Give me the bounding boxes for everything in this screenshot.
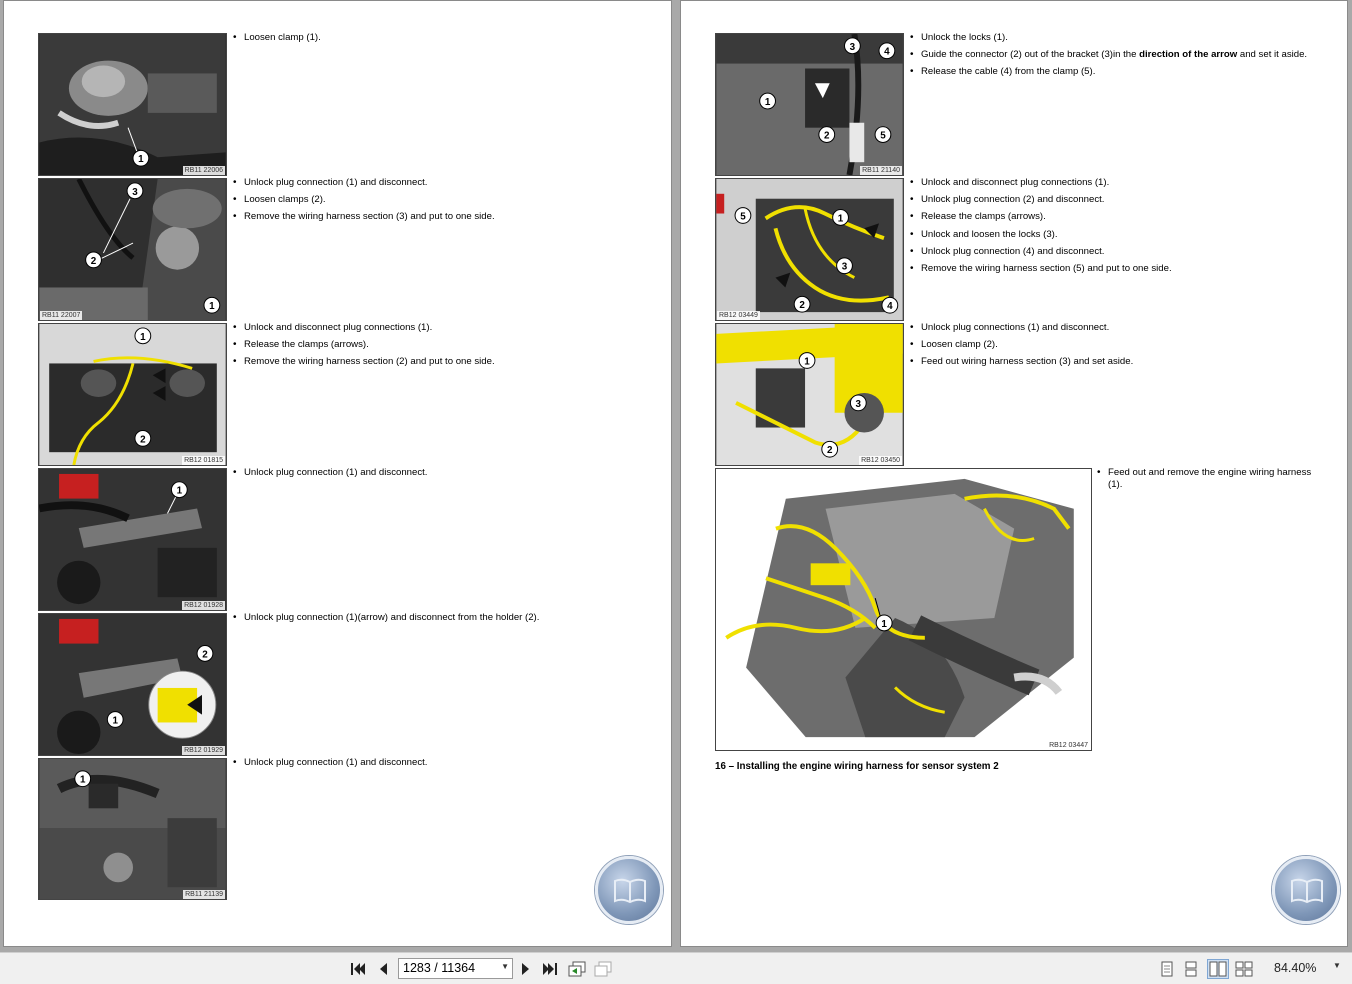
- instruction-item: • Loosen clamps (2).: [233, 194, 653, 206]
- callout-3: 3: [849, 41, 856, 53]
- engine-photo-graphic: [716, 34, 903, 175]
- instruction-item: • Unlock plug connection (2) and disconnect.: [910, 194, 1330, 206]
- single-page-icon: [1161, 961, 1173, 977]
- engine-photo-graphic: [716, 324, 903, 465]
- page-number-field[interactable]: [398, 958, 513, 979]
- callout-3: 3: [132, 186, 138, 198]
- callout-2: 2: [824, 130, 830, 142]
- instruction-item: • Loosen clamp (1).: [233, 32, 653, 44]
- engine-photo-graphic: [39, 324, 226, 465]
- instruction-text-tail: and set it aside.: [1237, 49, 1308, 61]
- callout-5: 5: [740, 211, 746, 223]
- instruction-item: • Unlock plug connection (1) and disconnect.: [233, 757, 653, 769]
- callout-5: 5: [880, 130, 886, 142]
- instruction-item: • Unlock and disconnect plug connections (1).: [233, 322, 653, 334]
- instruction-item: [910, 49, 1330, 61]
- instruction-emphasis: direction of the arrow: [1139, 49, 1238, 61]
- engine-photo-graphic: [39, 469, 226, 610]
- callout-2: 2: [826, 445, 833, 457]
- callout-2: 2: [90, 255, 97, 267]
- photo-reference-id: RB12 03447: [1049, 742, 1088, 749]
- page-indicator: 1283 / 11364: [403, 961, 476, 975]
- callout-2: 2: [202, 649, 208, 661]
- step-instructions: [233, 757, 653, 774]
- instruction-item: • Remove the wiring harness section (2) and put to one side.: [233, 356, 653, 368]
- first-page-icon: [350, 962, 366, 976]
- photo-reference-id: RB12 01815: [184, 457, 223, 464]
- previous-page-button[interactable]: [373, 959, 393, 979]
- first-page-button[interactable]: [348, 959, 368, 979]
- callout-3: 3: [855, 398, 862, 410]
- document-navigator-button[interactable]: [595, 856, 663, 924]
- step-photo: [38, 323, 227, 466]
- engine-wiring-illustration: [716, 469, 1091, 750]
- callout-1: 1: [881, 618, 887, 630]
- continuous-facing-icon: [1235, 961, 1253, 977]
- instruction-item: • Loosen clamp (2).: [910, 339, 1330, 351]
- step-photo: [38, 468, 227, 611]
- document-navigator-button[interactable]: [1272, 856, 1340, 924]
- step-instructions: [910, 32, 1330, 84]
- step-photo: [715, 323, 904, 466]
- section-title: 16 – Installing the engine wiring harness for sensor system 2: [715, 761, 999, 772]
- instruction-item: • Unlock plug connections (1) and disconnect.: [910, 322, 1330, 334]
- step-photo: [38, 613, 227, 756]
- callout-2: 2: [140, 434, 146, 446]
- photo-reference-id: RB12 01928: [184, 602, 223, 609]
- instruction-item: • Unlock plug connection (4) and disconnect.: [910, 246, 1330, 258]
- callout-1: 1: [804, 356, 810, 368]
- callout-1: 1: [837, 213, 844, 225]
- step-instructions: [233, 467, 653, 484]
- next-page-icon: [520, 962, 532, 976]
- instruction-text: Guide the connector (2) out of the bracket (3)in the: [921, 49, 1140, 61]
- step-photo: [715, 33, 904, 176]
- facing-icon: [1209, 961, 1227, 977]
- callout-1: 1: [764, 96, 771, 108]
- step-photo: [38, 33, 227, 176]
- instruction-item: • Unlock plug connection (1) and disconnect.: [233, 467, 653, 479]
- photo-reference-id: RB12 01929: [184, 747, 223, 754]
- last-page-button[interactable]: [540, 959, 560, 979]
- instruction-item: • Unlock plug connection (1)(arrow) and disconnect from the holder (2).: [233, 612, 653, 624]
- step-instructions: [1097, 467, 1312, 496]
- callout-3: 3: [841, 261, 848, 273]
- callout-4: 4: [887, 301, 893, 313]
- engine-photo-graphic: [39, 759, 226, 899]
- step-instructions: [233, 612, 653, 629]
- photo-reference-id: RB11 21140: [862, 167, 900, 174]
- chevron-down-icon[interactable]: ▼: [501, 962, 509, 971]
- instruction-item: • Release the clamps (arrows).: [910, 211, 1330, 223]
- callout-1: 1: [138, 154, 144, 166]
- continuous-facing-view-button[interactable]: [1234, 959, 1254, 979]
- callout-1: 1: [209, 301, 215, 313]
- instruction-item: • Feed out and remove the engine wiring harness (1).: [1097, 467, 1312, 491]
- step-instructions: [910, 177, 1330, 280]
- step-instructions: [233, 177, 653, 229]
- left-document-page: [3, 0, 672, 947]
- next-page-button[interactable]: [516, 959, 536, 979]
- callout-1: 1: [79, 774, 86, 786]
- previous-view-button[interactable]: [567, 959, 587, 979]
- next-view-icon: [594, 961, 612, 977]
- last-page-icon: [542, 962, 558, 976]
- viewer-toolbar: [0, 952, 1352, 984]
- photo-reference-id: RB12 03450: [861, 457, 900, 464]
- instruction-item: • Unlock the locks (1).: [910, 32, 1330, 44]
- callout-1: 1: [176, 485, 183, 497]
- photo-reference-id: RB11 21139: [185, 891, 223, 898]
- step-photo: [715, 178, 904, 321]
- instruction-item: • Feed out wiring harness section (3) and set aside.: [910, 356, 1330, 368]
- book-icon: [1289, 873, 1325, 909]
- previous-view-icon: [568, 961, 586, 977]
- callout-1: 1: [112, 715, 118, 727]
- step-instructions: [233, 322, 653, 374]
- instruction-item: • Remove the wiring harness section (5) and put to one side.: [910, 263, 1330, 275]
- continuous-icon: [1185, 961, 1197, 977]
- single-page-view-button[interactable]: [1157, 959, 1177, 979]
- step-instructions: [910, 322, 1330, 374]
- engine-photo-graphic: [39, 614, 226, 755]
- callout-2: 2: [799, 300, 805, 312]
- step-illustration: [715, 468, 1092, 751]
- continuous-view-button[interactable]: [1181, 959, 1201, 979]
- engine-photo-graphic: [39, 34, 226, 175]
- right-document-page: [680, 0, 1348, 947]
- instruction-item: • Release the cable (4) from the clamp (5).: [910, 66, 1330, 78]
- instruction-item: • Remove the wiring harness section (3) and put to one side.: [233, 211, 653, 223]
- instruction-item: • Unlock and loosen the locks (3).: [910, 229, 1330, 241]
- instruction-item: • Unlock and disconnect plug connections (1).: [910, 177, 1330, 189]
- step-photo: [38, 758, 227, 900]
- photo-reference-id: RB11 22006: [184, 167, 223, 174]
- zoom-chevron-down-icon[interactable]: ▼: [1333, 961, 1341, 970]
- prev-page-icon: [377, 962, 389, 976]
- instruction-item: • Unlock plug connection (1) and disconnect.: [233, 177, 653, 189]
- step-photo: [38, 178, 227, 321]
- instruction-item: • Release the clamps (arrows).: [233, 339, 653, 351]
- step-instructions: [233, 32, 653, 49]
- callout-1: 1: [140, 331, 146, 343]
- engine-photo-graphic: [716, 179, 903, 320]
- book-icon: [612, 873, 648, 909]
- engine-photo-graphic: [39, 179, 226, 320]
- facing-view-button[interactable]: [1207, 959, 1229, 979]
- photo-reference-id: RB12 03449: [719, 312, 758, 319]
- next-view-button[interactable]: [593, 959, 613, 979]
- photo-reference-id: RB11 22007: [42, 312, 81, 319]
- callout-4: 4: [884, 46, 890, 58]
- zoom-level[interactable]: 84.40%: [1274, 961, 1317, 975]
